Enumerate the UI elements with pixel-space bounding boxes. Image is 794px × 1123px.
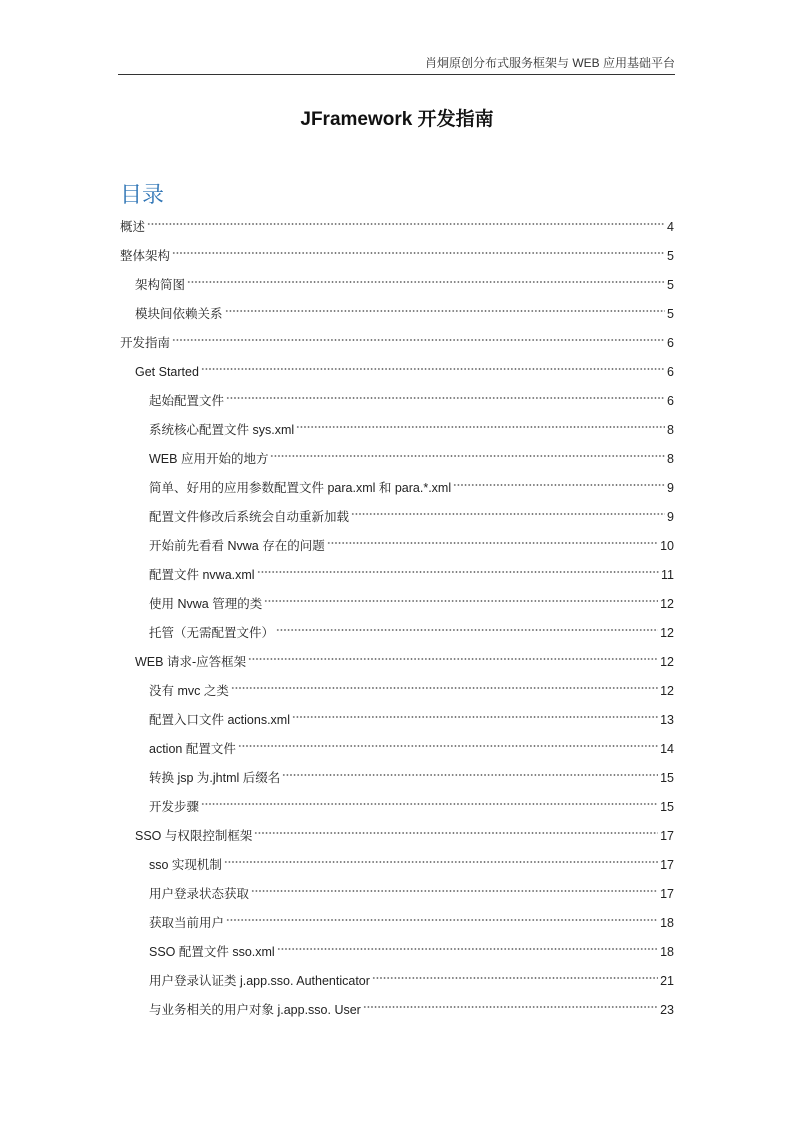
dot-leader xyxy=(238,743,658,749)
toc-entry-title: 开发指南 xyxy=(120,336,171,350)
dot-leader xyxy=(226,917,658,923)
toc-entry-title: 托管（无需配置文件） xyxy=(149,626,275,640)
dot-leader xyxy=(201,801,658,807)
toc-entry[interactable] xyxy=(120,793,674,822)
toc-entry[interactable] xyxy=(120,909,674,938)
toc-entry[interactable] xyxy=(120,474,674,503)
toc-entry-page: 5 xyxy=(667,249,674,263)
dot-leader xyxy=(292,714,658,720)
toc-entry-page: 5 xyxy=(667,278,674,292)
toc-entry[interactable] xyxy=(120,764,674,793)
toc-entry-title: 整体架构 xyxy=(120,249,171,263)
toc-entry[interactable] xyxy=(120,967,674,996)
toc-entry[interactable] xyxy=(120,996,674,1025)
toc-entry-page: 6 xyxy=(667,394,674,408)
toc-entry-title: action 配置文件 xyxy=(149,742,236,756)
toc-entry-page: 14 xyxy=(660,742,674,756)
dot-leader xyxy=(172,337,665,343)
toc-entry-title: sso 实现机制 xyxy=(149,858,222,872)
toc-entry[interactable] xyxy=(120,880,674,909)
toc-entry[interactable] xyxy=(120,503,674,532)
dot-leader xyxy=(201,366,665,372)
toc-entry-page: 23 xyxy=(660,1003,674,1017)
toc-entry[interactable] xyxy=(120,822,674,851)
toc-entry-page: 8 xyxy=(667,452,674,466)
toc-entry-page: 12 xyxy=(660,655,674,669)
page-header xyxy=(118,52,675,75)
toc-entry-page: 6 xyxy=(667,365,674,379)
toc-entry-title: Get Started xyxy=(135,365,199,379)
toc-entry[interactable] xyxy=(120,445,674,474)
toc-entry-title: 起始配置文件 xyxy=(149,394,225,408)
toc-entry-title: 没有 mvc 之类 xyxy=(149,684,229,698)
dot-leader xyxy=(453,482,665,488)
toc-entry[interactable] xyxy=(120,416,674,445)
dot-leader xyxy=(225,308,666,314)
toc-entry-title: 配置文件 nvwa.xml xyxy=(149,568,255,582)
toc-entry-title: 配置入口文件 actions.xml xyxy=(149,713,290,727)
toc-entry[interactable] xyxy=(120,387,674,416)
toc-entry-title: 架构简图 xyxy=(135,278,186,292)
dot-leader xyxy=(363,1004,658,1010)
toc-entry[interactable] xyxy=(120,938,674,967)
toc-entry[interactable] xyxy=(120,619,674,648)
toc-entry-title: SSO 与权限控制框架 xyxy=(135,829,253,843)
dot-leader xyxy=(276,627,658,633)
toc-entry-title: 转换 jsp 为.jhtml 后缀名 xyxy=(149,771,281,785)
toc-entry-page: 17 xyxy=(660,858,674,872)
toc-entry-title: 模块间依赖关系 xyxy=(135,307,223,321)
dot-leader xyxy=(372,975,658,981)
toc-entry-title: 使用 Nvwa 管理的类 xyxy=(149,597,263,611)
toc-entry[interactable] xyxy=(120,329,674,358)
toc-entry-page: 12 xyxy=(660,684,674,698)
toc-entry-page: 12 xyxy=(660,597,674,611)
toc-entry-page: 13 xyxy=(660,713,674,727)
toc-entry-page: 5 xyxy=(667,307,674,321)
dot-leader xyxy=(187,279,665,285)
dot-leader xyxy=(226,395,665,401)
toc-entry-page: 6 xyxy=(667,336,674,350)
dot-leader xyxy=(248,656,658,662)
toc-entry-title: 用户登录认证类 j.app.sso. Authenticator xyxy=(149,974,370,988)
table-of-contents xyxy=(120,213,674,1025)
toc-entry[interactable] xyxy=(120,561,674,590)
toc-entry-title: SSO 配置文件 sso.xml xyxy=(149,945,275,959)
toc-entry-page: 18 xyxy=(660,916,674,930)
toc-entry[interactable] xyxy=(120,242,674,271)
header-text: 肖炯原创分布式服务框架与 WEB 应用基础平台 xyxy=(424,56,675,70)
toc-entry-title: 简单、好用的应用参数配置文件 para.xml 和 para.*.xml xyxy=(149,481,452,495)
toc-entry-title: 与业务相关的用户对象 j.app.sso. User xyxy=(149,1003,361,1017)
dot-leader xyxy=(327,540,658,546)
toc-entry-page: 11 xyxy=(661,568,674,582)
toc-entry-title: 用户登录状态获取 xyxy=(149,887,250,901)
toc-entry-page: 18 xyxy=(660,945,674,959)
toc-entry-page: 15 xyxy=(660,800,674,814)
dot-leader xyxy=(224,859,658,865)
toc-entry-page: 9 xyxy=(667,510,674,524)
toc-entry[interactable] xyxy=(120,590,674,619)
dot-leader xyxy=(277,946,658,952)
toc-entry-title: 开始前先看看 Nvwa 存在的问题 xyxy=(149,539,325,553)
dot-leader xyxy=(251,888,658,894)
dot-leader xyxy=(172,250,665,256)
dot-leader xyxy=(231,685,658,691)
dot-leader xyxy=(270,453,665,459)
toc-entry[interactable] xyxy=(120,706,674,735)
toc-entry[interactable] xyxy=(120,735,674,764)
toc-entry-page: 17 xyxy=(660,887,674,901)
document-title: JFramework 开发指南 xyxy=(300,109,494,130)
toc-entry-page: 17 xyxy=(660,829,674,843)
toc-entry-page: 21 xyxy=(660,974,674,988)
toc-entry-page: 8 xyxy=(667,423,674,437)
dot-leader xyxy=(296,424,665,430)
toc-entry[interactable] xyxy=(120,300,674,329)
toc-entry-title: WEB 应用开始的地方 xyxy=(149,452,269,466)
dot-leader xyxy=(282,772,658,778)
toc-entry[interactable] xyxy=(120,213,674,242)
toc-entry-page: 15 xyxy=(660,771,674,785)
toc-entry-title: WEB 请求-应答框架 xyxy=(135,655,247,669)
toc-entry-page: 10 xyxy=(660,539,674,553)
dot-leader xyxy=(147,221,665,227)
dot-leader xyxy=(351,511,665,517)
toc-entry-title: 获取当前用户 xyxy=(149,916,225,930)
toc-entry[interactable] xyxy=(120,851,674,880)
toc-heading: 目录 xyxy=(120,183,165,208)
toc-entry[interactable] xyxy=(120,677,674,706)
toc-entry-title: 开发步骤 xyxy=(149,800,200,814)
toc-entry-title: 配置文件修改后系统会自动重新加载 xyxy=(149,510,350,524)
toc-entry-title: 概述 xyxy=(120,220,146,234)
toc-entry-page: 9 xyxy=(667,481,674,495)
toc-entry-page: 4 xyxy=(667,220,674,234)
toc-entry[interactable] xyxy=(120,648,674,677)
toc-entry[interactable] xyxy=(120,532,674,561)
dot-leader xyxy=(264,598,658,604)
dot-leader xyxy=(257,569,659,575)
toc-entry-title: 系统核心配置文件 sys.xml xyxy=(149,423,295,437)
toc-entry-page: 12 xyxy=(660,626,674,640)
toc-entry[interactable] xyxy=(120,271,674,300)
toc-entry[interactable] xyxy=(120,358,674,387)
dot-leader xyxy=(254,830,658,836)
